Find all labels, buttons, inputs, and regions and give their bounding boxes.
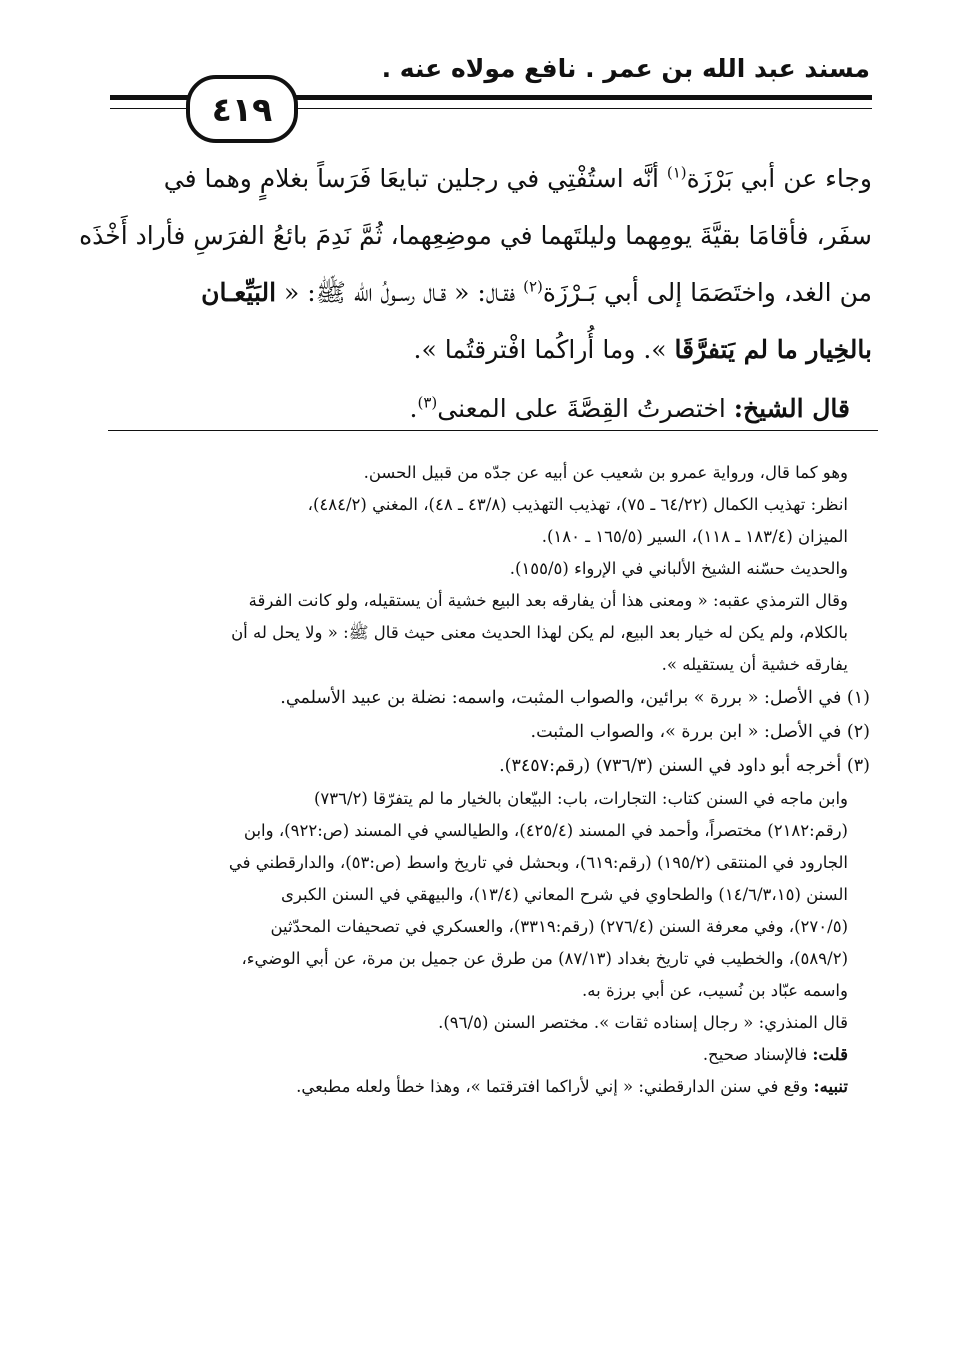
hadith-text: البَيِّعـان bbox=[201, 278, 277, 307]
note-line: يفارقه خشية أن يستقيله ». bbox=[661, 655, 848, 674]
note-line: واسمه عبّاد بن نُسيب، عن أبي برزة به. bbox=[582, 981, 848, 1000]
note-line: (٢٧٠/٥)، وفي معرفة السنن (٢٧٦/٤) (رقم:٣٣١٩)، والعسكري في تصحيفات المحدّثين bbox=[270, 917, 848, 936]
hadith-text: بالخِيار ما لم يَتفرَّقَا bbox=[674, 335, 872, 364]
main-line bbox=[108, 264, 872, 321]
text-span: من الغد، واختَصَمَا إلى أبي بَـرْزَة bbox=[542, 278, 872, 307]
footnote-3: (٣) أخرجه أبو داود في السنن (٧٣٦/٣) (رقم:٣٤٥٧). bbox=[499, 756, 870, 776]
text-span: فقـال: « قـال رسـولُ الله ﷺ: « bbox=[276, 278, 524, 307]
page-number: ٤١٩ bbox=[186, 75, 298, 143]
note-line: انظر: تهذيب الكمال (٦٤/٢٢ ـ ٧٥)، تهذيب التهذيب (٤٣/٨ ـ ٤٨)، المغني (٤٨٤/٢)، bbox=[307, 495, 848, 514]
main-text bbox=[79, 150, 872, 437]
text-span: وقع في سنن الدارقطني: « إني لأراكما افترقتما »، وهذا خطأ ولعله مطبعي. bbox=[296, 1077, 814, 1096]
running-header: مسند عبد الله بن عمر . نافع مولاه عنه . bbox=[381, 54, 870, 83]
footnote-separator bbox=[108, 430, 878, 431]
note-line: وهو كما قال، ورواية عمرو بن شعيب عن أبيه عن جدّه من قبيل الحسن. bbox=[363, 463, 848, 482]
note-line: وقال الترمذي عقبه: « ومعنى هذا أن يفارقه بعد البيع خشية أن يستقيله، ولو كانت الفرقة bbox=[248, 591, 848, 610]
text-span: أنَّه استُفْتِي في رجلين تبايعَا فَرَساً بغلامٍ وهما في bbox=[163, 164, 667, 193]
note-line: (رقم:٢١٨٢) مختصراً، وأحمد في المسند (٤٢٥/٤)، والطيالسي في المسند (ص:٩٢٢)، وابن bbox=[243, 821, 848, 840]
main-line bbox=[108, 321, 872, 378]
text-span: اختصرتُ القِصَّةَ على المعنى bbox=[437, 394, 734, 423]
footnote-ref: (١) bbox=[666, 163, 687, 182]
text-span: ». وما أُراكُما افْترقتُما ». bbox=[413, 335, 675, 364]
note-line: السنن (١٤/٦/٣،١٥) والطحاوي في شرح المعاني (١٣/٤)، والبيهقي في السنن الكبرى bbox=[280, 885, 848, 904]
main-line bbox=[108, 150, 872, 207]
footnote-2: (٢) في الأصل: « ابن بررة »، والصواب المثبت. bbox=[530, 722, 870, 742]
sheikh-remark bbox=[108, 380, 872, 437]
note-line: بالكلام، ولم يكن له خيار بعد البيع، لم يكن لهذا الحديث معنى حيث قال ﷺ: « ولا يحل له أن bbox=[231, 623, 848, 642]
text-span: . bbox=[409, 394, 418, 423]
footnotes bbox=[110, 457, 870, 1103]
note-line: الجارود في المنتقى (١٩٥/٢) (رقم:٦١٩)، وبحشل في تاريخ واسط (ص:٥٣)، والدارقطني في bbox=[228, 853, 848, 872]
note-line bbox=[110, 1071, 870, 1103]
footnote-ref: (٣) bbox=[417, 393, 438, 412]
sheikh-label: قال الشيخ: bbox=[733, 394, 850, 423]
qultu-label: قلت: bbox=[812, 1045, 848, 1064]
text-span: فالإسناد صحيح. bbox=[702, 1045, 813, 1064]
main-line: سفَر، فأقامَا بقيَّةَ يومِهما وليلتَهما في موضِعِهما، ثُمَّ نَدِمَ بائعُ الفرَسِ فأراد أَخْذَه bbox=[79, 221, 872, 250]
note-line: الميزان (١٨٣/٤ ـ ١١٨)، السير (١٦٥/٥ ـ ١٨٠). bbox=[541, 527, 848, 546]
note-line bbox=[110, 1039, 870, 1071]
note-line: وابن ماجه في السنن كتاب: التجارات، باب: البيّعان بالخيار ما لم يتفرّقا (٧٣٦/٢) bbox=[313, 789, 848, 808]
text-span: وجاء عن أبي بَرْزَة bbox=[686, 164, 872, 193]
note-line: قال المنذري: « رجال إسناده ثقات ». مختصر السنن (٩٦/٥). bbox=[438, 1013, 848, 1032]
footnote-1: (١) في الأصل: « بررة » برائين، والصواب المثبت، واسمه: نضلة بن عبيد الأسلمي. bbox=[280, 688, 870, 708]
note-line: (٥٨٩/٢)، والخطيب في تاريخ بغداد (٨٧/١٣) من طرق عن جميل بن مرة، عن أبي الوضيء، bbox=[241, 949, 848, 968]
note-line: والحديث حسّنه الشيخ الألباني في الإرواء (١٥٥/٥). bbox=[509, 559, 848, 578]
footnote-ref: (٢) bbox=[523, 277, 543, 296]
tanbih-label: تنبيه: bbox=[813, 1077, 848, 1096]
